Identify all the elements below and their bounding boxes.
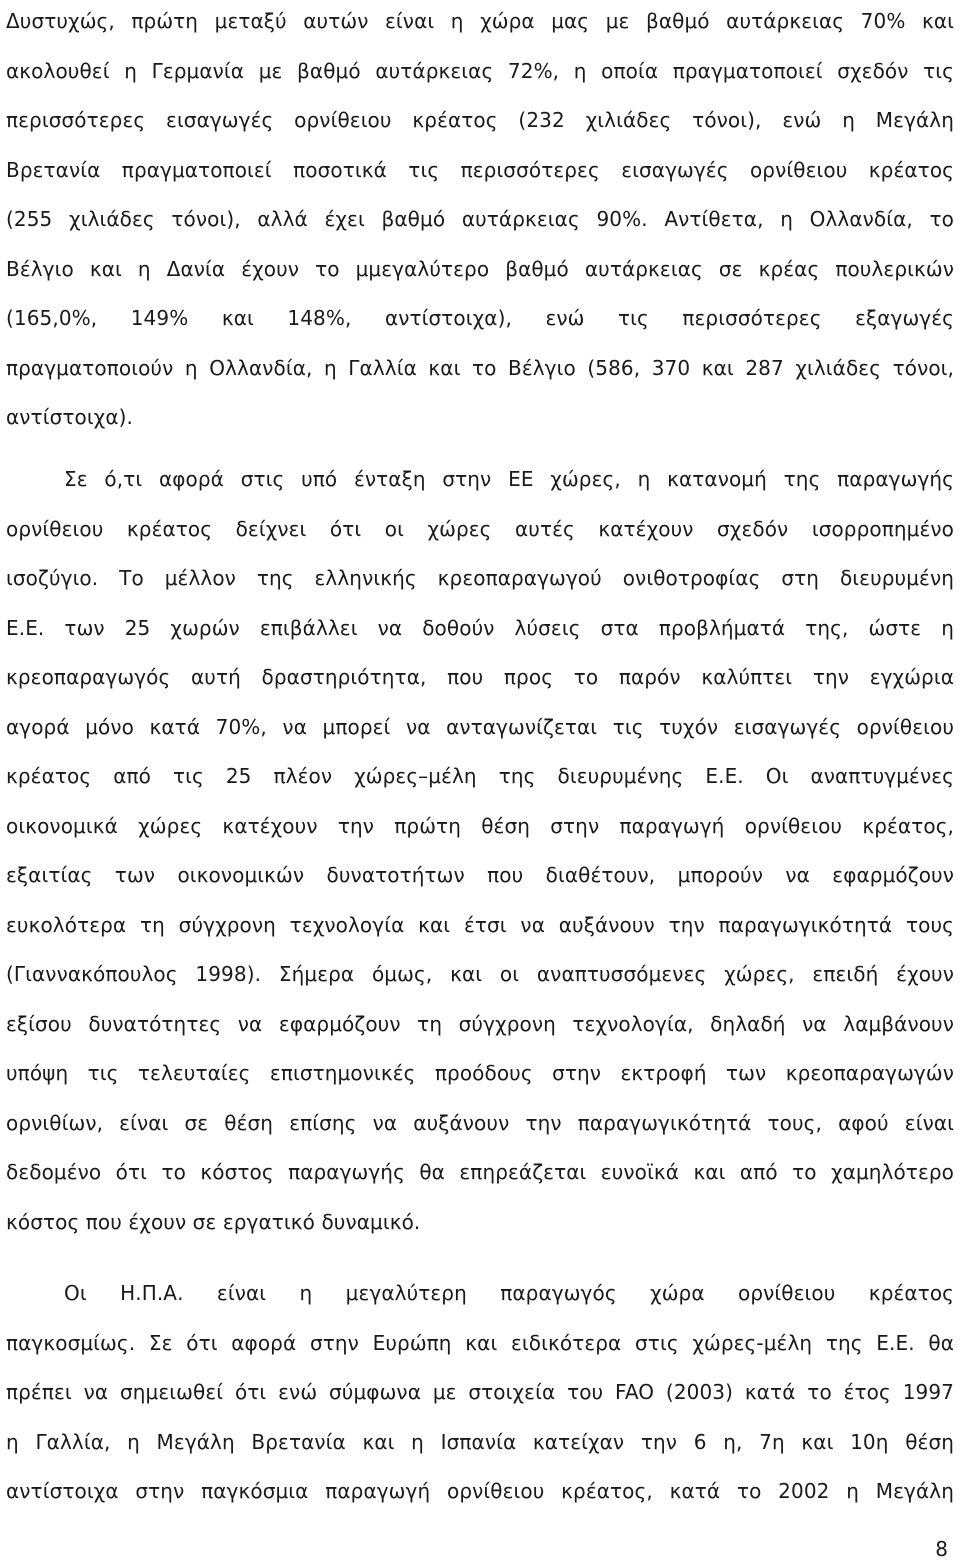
paragraph-line: δεδομένο ότι το κόστος παραγωγής θα επηρεάζεται ευνοϊκά και από το χαμηλότερο — [6, 1160, 954, 1184]
paragraph-3 — [6, 1269, 954, 1517]
paragraph-line: (Γιαννακόπουλος 1998). Σήμερα όμως, και οι αναπτυσσόμενες χώρες, επειδή έχουν — [6, 962, 954, 986]
paragraph-line: εξίσου δυνατότητες να εφαρμόζουν τη σύγχρονη τεχνολογία, δηλαδή να λαμβάνουν — [6, 1011, 954, 1036]
paragraph-line: οικονομικά χώρες κατέχουν την πρώτη θέση στην παραγωγή ορνίθειου κρέατος, — [6, 813, 954, 838]
paragraph-line: εξαιτίας των οικονομικών δυνατοτήτων που διαθέτουν, μπορούν να εφαρμόζουν — [6, 863, 954, 887]
paragraph-line: κρεοπαραγωγός αυτή δραστηριότητα, που προς το παρόν καλύπτει την εγχώρια — [6, 665, 954, 689]
paragraph-line: ισοζύγιο. Το μέλλον της ελληνικής κρεοπαραγωγού ονιθοτροφίας στη διευρυμένη — [6, 566, 954, 590]
paragraph-line: Ε.Ε. των 25 χωρών επιβάλλει να δοθούν λύσεις στα προβλήματά της, ώστε η — [6, 615, 954, 640]
paragraph-2 — [6, 455, 954, 1247]
paragraph-line: κόστος που έχουν σε εργατικό δυναμικό. — [6, 1209, 421, 1234]
paragraph-line: (165,0%, 149% και 148%, αντίστοιχα), ενώ τις περισσότερες εξαγωγές — [6, 306, 954, 330]
paragraph-line: Οι Η.Π.Α. είναι η μεγαλύτερη παραγωγός χώρα ορνίθειου κρέατος — [64, 1281, 954, 1305]
paragraph-line: αντίστοιχα στην παγκόσμια παραγωγή ορνίθειου κρέατος, κατά το 2002 η Μεγάλη — [6, 1479, 954, 1503]
paragraph-line: αγορά μόνο κατά 70%, να μπορεί να ανταγωνίζεται τις τυχόν εισαγωγές ορνίθειου — [6, 714, 954, 739]
paragraph-line: η Γαλλία, η Μεγάλη Βρετανία και η Ισπανία κατείχαν την 6 η, 7η και 10η θέση — [6, 1429, 954, 1454]
paragraph-line: Βρετανία πραγματοποιεί ποσοτικά τις περισσότερες εισαγωγές ορνίθειου κρέατος — [6, 157, 954, 182]
paragraph-line: παγκοσμίως. Σε ότι αφορά στην Ευρώπη και ειδικότερα στις χώρες-μέλη της Ε.Ε. θα — [6, 1330, 954, 1355]
paragraph-line: ευκολότερα τη σύγχρονη τεχνολογία και έτσι να αυξάνουν την παραγωγικότητά τους — [6, 912, 954, 937]
paragraph-line: υπόψη τις τελευταίες επιστημονικές προόδους στην εκτροφή των κρεοπαραγωγών — [6, 1061, 954, 1085]
page-number: 8 — [935, 1537, 948, 1561]
paragraph-line: Δυστυχώς, πρώτη μεταξύ αυτών είναι η χώρα μας με βαθμό αυτάρκειας 70% και — [6, 9, 954, 33]
paragraph-line: πραγματοποιούν η Ολλανδία, η Γαλλία και το Βέλγιο (586, 370 και 287 χιλιάδες τόνοι, — [6, 355, 954, 380]
paragraph-1 — [6, 0, 954, 443]
paragraph-line: ορνίθειου κρέατος δείχνει ότι οι χώρες αυτές κατέχουν σχεδόν ισορροπημένο — [6, 516, 954, 541]
paragraph-line: (255 χιλιάδες τόνοι), αλλά έχει βαθμό αυτάρκειας 90%. Αντίθετα, η Ολλανδία, το — [6, 207, 954, 231]
paragraph-line: αντίστοιχα). — [6, 405, 133, 429]
paragraph-line: Βέλγιο και η Δανία έχουν το μμεγαλύτερο βαθμό αυτάρκειας σε κρέας πουλερικών — [6, 256, 954, 281]
paragraph-line: Σε ό,τι αφορά στις υπό ένταξη στην ΕΕ χώρες, η κατανομή της παραγωγής — [64, 467, 954, 491]
paragraph-line: ορνιθίων, είναι σε θέση επίσης να αυξάνουν την παραγωγικότητά τους, αφού είναι — [6, 1110, 954, 1135]
paragraph-line: πρέπει να σημειωθεί ότι ενώ σύμφωνα με στοιχεία του FAO (2003) κατά το έτος 1997 — [6, 1380, 954, 1404]
paragraph-line: κρέατος από τις 25 πλέον χώρες–μέλη της διευρυμένης Ε.Ε. Οι αναπτυγμένες — [6, 764, 954, 788]
paragraph-line: περισσότερες εισαγωγές ορνίθειου κρέατος (232 χιλιάδες τόνοι), ενώ η Μεγάλη — [6, 108, 954, 132]
paragraph-line: ακολουθεί η Γερμανία με βαθμό αυτάρκειας 72%, η οποία πραγματοποιεί σχεδόν τις — [6, 58, 954, 83]
